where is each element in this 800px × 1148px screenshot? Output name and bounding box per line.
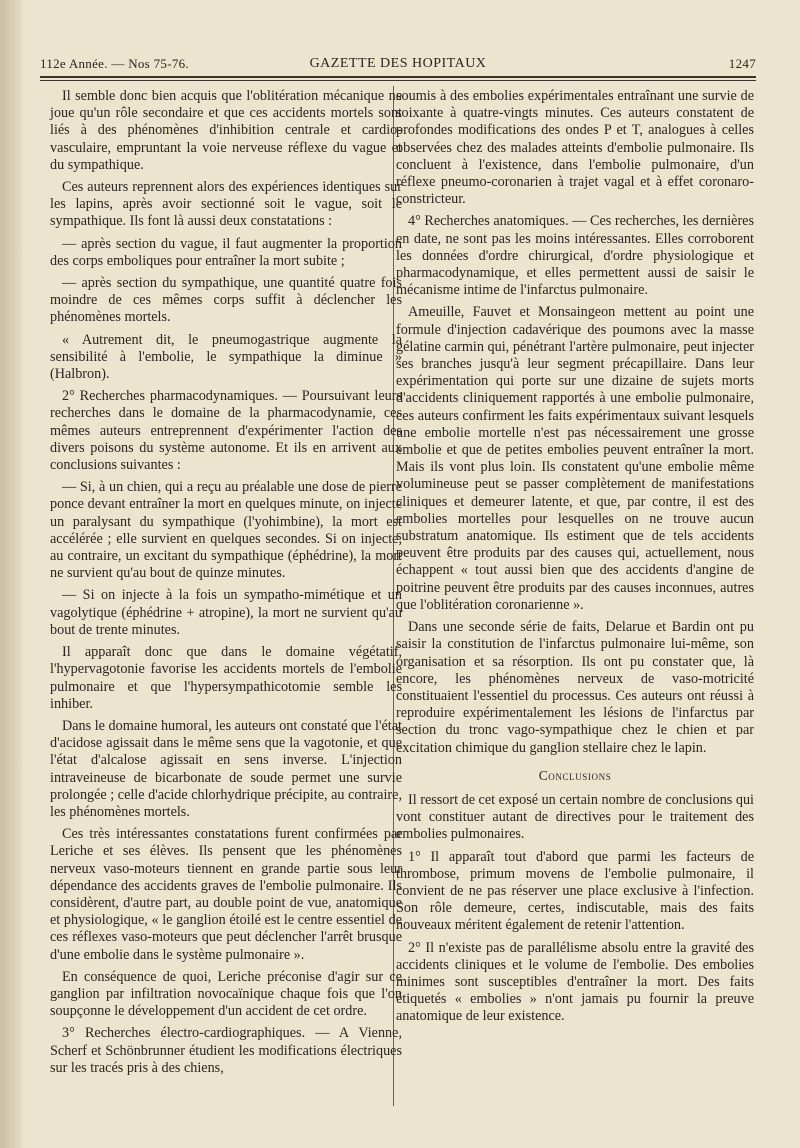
conclusion-item: 2° Il n'existe pas de parallélisme absolu entre la gravité des accidents cliniques et le volume de l'embolie. Des embolies minimes sont susceptibles d'entraîner la mort. Des faits étiquetés « embolies » n'ont jamais pu fournir la preuve anatomique de leur existence. bbox=[396, 939, 754, 1025]
running-header bbox=[40, 54, 756, 76]
paragraph: Il semble donc bien acquis que l'oblitération mécanique ne joue qu'un rôle secondaire et que ces accidents mortels sont liés à des phénomènes d'inhibition centrale et cardio-vasculaire, empruntant la voie nerveuse réflexe du vague et du sympathique. bbox=[50, 88, 402, 173]
right-column bbox=[396, 88, 754, 1031]
page-number: 1247 bbox=[728, 56, 756, 71]
paragraph: Dans le domaine humoral, les auteurs ont constaté que l'état d'acidose agissait dans le même sens que la vagotonie, et que l'état d'alcalose agissait en sens inverse. L'injection intraveineuse de bicarbonate de soude permet une survie prolongée ; celle d'acide chlorhydrique précipite, au contraire, les phénomènes mortels. bbox=[50, 717, 402, 820]
paragraph: En conséquence de quoi, Leriche préconise d'agir sur ce ganglion par infiltration novocaïnique chaque fois que l'on soupçonne le développement d'un accident de cet ordre. bbox=[50, 968, 402, 1020]
section-electrocardiographic: 3° Recherches électro-cardiographiques. — A Vienne, Scherf et Schönbrunner étudient les modifications électriques sur les tracés pris à des chiens, bbox=[50, 1025, 402, 1076]
conclusions-heading: Conclusions bbox=[538, 767, 612, 783]
header-rule bbox=[40, 76, 756, 78]
paragraph: — Si on injecte à la fois un sympatho-mimétique et un vagolytique (éphédrine + atropine), la mort ne survient qu'au bout de trente minutes. bbox=[50, 587, 402, 638]
page-edge bbox=[0, 0, 22, 1148]
paragraph: — après section du sympathique, une quantité quatre fois moindre de ces mêmes corps suffit à déclencher les phénomènes mortels. bbox=[50, 275, 402, 326]
paragraph: Ameuille, Fauvet et Monsaingeon mettent au point une formule d'injection cadavérique des poumons avec la masse gélatine carmin qui, pénétrant l'artère pulmonaire, peut injecter ses branches jusqu'à leur segment précapillaire. Dans leur expérimentation qui porte sur une dizaine de sujets morts d'accidents cliniquement rapportés à une embolie pulmonaire, ces auteurs confirment les faits expérimentaux suivant lesquels une embolie mortelle n'est pas nécessairement une grosse embolie et que de petites embolies peuvent entraîner la mort. Mais ils vont plus loin. Ils constatent qu'une embolie même volumineuse peut se passer complètement de manifestations cliniques et demeurer latente, et que, par contre, il est des embolies mortelles pour lesquelles on ne trouve aucun substratum anatomique. Ils estiment que de tels accidents peuvent être produits par des causes qui, actuellement, nous échappent « tout aussi bien que des accidents d'angine de poitrine peuvent être produits par des causes inconnues, autres que l'oblitération coronarienne ». bbox=[396, 304, 754, 613]
paragraph: — Si, à un chien, qui a reçu au préalable une dose de pierre ponce devant entraîner la mort en quelques minute, on injecte un paralysant du sympathique (l'yohimbine), la mort est accélérée ; elle survient en quelques secondes. Si on injecte, au contraire, un excitant du sympathique (éphédrine), la mort ne survient qu'au bout de quinze minutes. bbox=[50, 479, 402, 582]
section-pharmacodynamic: 2° Recherches pharmacodynamiques. — Poursuivant leurs recherches dans le domaine de la pharmacodynamie, ces mêmes auteurs entreprennent d'expérimenter l'action des divers poisons du système autonome. Et ils en arrivent aux conclusions suivantes : bbox=[50, 388, 402, 474]
quotation: « Autrement dit, le pneumogastrique augmente la sensibilité à l'embolie, le sympathique la diminue » (Halbron). bbox=[50, 331, 402, 383]
conclusion-item: 1° Il apparaît tout d'abord que parmi les facteurs de thrombose, primum movens de l'embolie pulmonaire, il convient de ne pas réserver une place exclusive à l'infection. Son rôle demeure, certes, indiscutable, mais des faits nouveaux méritent également de retenir l'attention. bbox=[396, 848, 754, 934]
volume-issue: 112e Année. — Nos 75-76. bbox=[40, 56, 189, 71]
paragraph: Ces auteurs reprennent alors des expériences identiques sur les lapins, après avoir sectionné soit le vague, soit le sympathique. Ils font là aussi deux constatations : bbox=[50, 179, 402, 230]
section-anatomical: 4° Recherches anatomiques. — Ces recherches, les dernières en date, ne sont pas les moins intéressantes. Elles corroborent les données d'ordre chirurgical, d'ordre physiologique et pharmacodynamique, et elles permettent aussi de saisir le mécanisme intime de l'infarctus pulmonaire. bbox=[396, 213, 754, 299]
paragraph: soumis à des embolies expérimentales entraînant une survie de soixante à quatre-vingts minutes. Ces auteurs constatent de profondes modifications des ondes P et T, analogues à celles observées chez des malades atteints d'embolie pulmonaire. Ils concluent à l'existence, dans l'embolie pulmonaire, d'un réflexe pneumo-coronarien à trajet vagal et à effet coronaro-constricteur. bbox=[396, 88, 754, 208]
header-rule-thin bbox=[40, 80, 756, 81]
paragraph: Il ressort de cet exposé un certain nombre de conclusions qui vont constituer autant de directives pour le traitement des embolies pulmonaires. bbox=[396, 791, 754, 843]
paragraph: Dans une seconde série de faits, Delarue et Bardin ont pu saisir la constitution de l'infarctus pulmonaire lui-même, son organisation et sa résorption. Ils ont pu constater que, là encore, les phénomènes nerveux de vaso-motricité constituaient l'essentiel du processus. Ces auteurs ont réussi à reproduire expérimentalement les lésions de l'infarctus par section du tronc vago-sympathique chez le chien et par excitation chimique du ganglion stellaire chez le lapin. bbox=[396, 619, 754, 756]
left-column bbox=[50, 88, 402, 1082]
paragraph: Ces très intéressantes constatations furent confirmées par Leriche et ses élèves. Ils pensent que les phénomènes nerveux vaso-moteurs tiennent en grande partie sous leur dépendance des accidents graves de l'embolie pulmonaire. Ils considèrent, d'autre part, au double point de vue, anatomique et physiologique, « le ganglion étoilé est le centre essentiel de ces réflexes vaso-moteurs que peut déclencher l'arrêt brusque d'une embolie dans le système pulmonaire ». bbox=[50, 826, 402, 963]
paragraph: — après section du vague, il faut augmenter la proportion des corps emboliques pour entraîner la mort subite ; bbox=[50, 235, 402, 269]
journal-title: GAZETTE DES HOPITAUX bbox=[309, 56, 487, 71]
paragraph: Il apparaît donc que dans le domaine végétatif, l'hypervagotonie favorise les accidents mortels de l'embolie pulmonaire et que l'hypersympathicotomie semble les inhiber. bbox=[50, 644, 402, 712]
